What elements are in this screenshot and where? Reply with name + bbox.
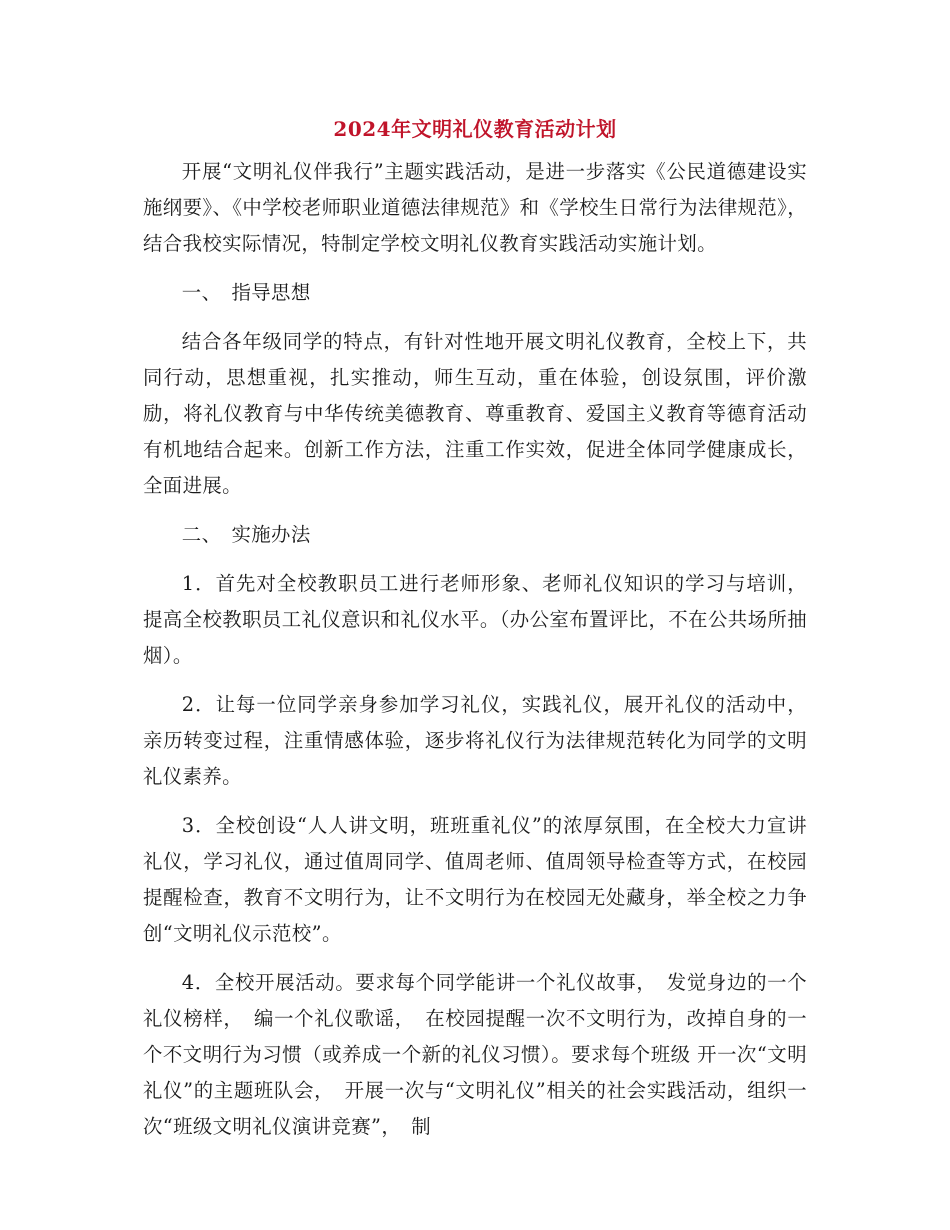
- implementation-item-4: 4．全校开展活动。要求每个同学能讲一个礼仪故事， 发觉身边的一个礼仪榜样， 编一个礼仪歌谣， 在校园提醒一次不文明行为，改掉自身的一个不文明行为习惯（或养成一个新的礼仪习惯）。要求每个班级 开一次“文明礼仪”的主题班队会， 开展一次与“文明礼仪”相关的社会实践活动，组织一次“班级文明礼仪演讲竞赛”， 制: [143, 971, 807, 1138]
- implementation-item-1: 1．首先对全校教职员工进行老师形象、老师礼仪知识的学习与培训，提高全校教职员工礼仪意识和礼仪水平。（办公室布置评比，不在公共场所抽烟）。: [143, 572, 807, 667]
- implementation-item-2: 2．让每一位同学亲身参加学习礼仪，实践礼仪，展开礼仪的活动中，亲历转变过程，注重情感体验，逐步将礼仪行为法律规范转化为同学的文明礼仪素养。: [143, 693, 807, 788]
- intro-paragraph: 开展“文明礼仪伴我行”主题实践活动，是进一步落实《公民道德建设实施纲要》、《中学校老师职业道德法律规范》和《学校生日常行为法律规范》，结合我校实际情况，特制定学校文明礼仪教育实践活动实施计划。: [143, 160, 807, 255]
- document-body: [143, 154, 807, 1145]
- implementation-item-3: 3．全校创设“人人讲文明，班班重礼仪”的浓厚氛围，在全校大力宣讲礼仪，学习礼仪，通过值周同学、值周老师、值周领导检查等方式，在校园提醒检查，教育不文明行为，让不文明行为在校园无处藏身，举全校之力争创“文明礼仪示范校”。: [143, 814, 807, 945]
- document-title: 2024年文明礼仪教育活动计划: [333, 117, 617, 141]
- section-heading-guiding-ideology: 一、 指导思想: [181, 281, 311, 304]
- section-heading-implementation: 二、 实施办法: [181, 523, 311, 546]
- guiding-ideology-paragraph: 结合各年级同学的特点，有针对性地开展文明礼仪教育，全校上下，共同行动，思想重视，扎实推动，师生互动，重在体验，创设氛围，评价激励，将礼仪教育与中华传统美德教育、尊重教育、爱国主义教育等德育活动有机地结合起来。创新工作方法，注重工作实效，促进全体同学健康成长，全面进展。: [143, 330, 807, 497]
